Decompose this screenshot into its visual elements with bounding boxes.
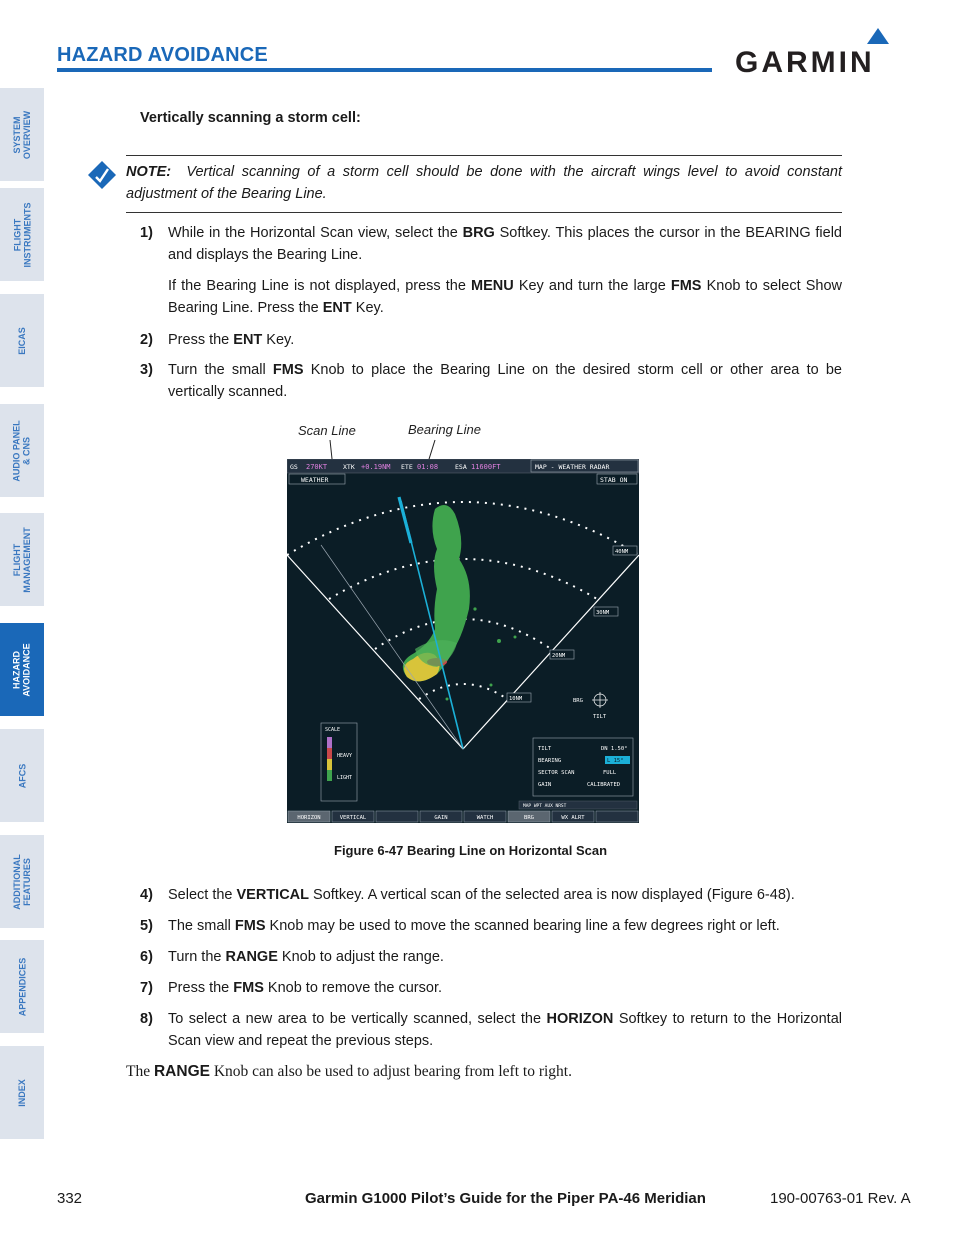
page-title: MAP - WEATHER RADAR [535, 463, 610, 471]
xtk-value: +0.19NM [361, 463, 391, 471]
chapter-tab-label: AFCS [17, 763, 27, 788]
step-text: To select a new area to be vertically scanned, select the HORIZON Softkey to return to the Horizontal Scan view and repeat the previous steps. [168, 1011, 843, 1049]
chapter-tab-label: SYSTEM OVERVIEW [12, 110, 33, 159]
softkey-label: WATCH [476, 815, 494, 821]
stab-label: STAB ON [600, 476, 628, 484]
svg-text:SECTOR SCAN: SECTOR SCAN [538, 770, 575, 776]
chapter-tab[interactable] [0, 294, 44, 387]
gs-value: 270KT [306, 463, 328, 471]
step-text: Press the ENT Key. [168, 332, 295, 348]
subheading: Vertically scanning a storm cell: [140, 110, 361, 126]
gs-label: GS [290, 463, 298, 471]
step-number: 1) [140, 225, 153, 241]
step-number: 7) [140, 980, 153, 996]
mode-label: WEATHER [301, 476, 329, 484]
chapter-tab-label: HAZARD AVOIDANCE [12, 642, 32, 697]
svg-text:BEARING: BEARING [538, 758, 562, 764]
step-number: 5) [140, 918, 153, 934]
svg-text:TILT: TILT [538, 746, 552, 752]
step-text: Select the VERTICAL Softkey. A vertical scan of the selected area is now displayed (Figure 6-48). [168, 887, 795, 903]
bearing-line-cursor [399, 497, 411, 543]
range-label-20: 20NM [552, 653, 566, 659]
chapter-tab-label: INDEX [16, 1078, 27, 1107]
garmin-logo-text: GARMIN [735, 46, 875, 76]
svg-text:L 15°: L 15° [607, 758, 624, 764]
header-rule [57, 68, 712, 72]
garmin-triangle-icon [867, 28, 889, 44]
step-number: 6) [140, 949, 153, 965]
step-number: 3) [140, 362, 153, 378]
softkey [376, 811, 418, 822]
range-label-30: 30NM [596, 610, 610, 616]
step-text: Turn the small FMS Knob to place the Bearing Line on the desired storm cell or other area to be vertically scanned. [168, 362, 842, 400]
chapter-tab[interactable] [0, 940, 44, 1033]
esa-label: ESA [455, 463, 467, 471]
chapter-tab[interactable] [0, 404, 44, 497]
chapter-tab[interactable] [0, 729, 44, 822]
step-number: 8) [140, 1011, 153, 1027]
chapter-tab[interactable] [0, 188, 44, 281]
chapter-tab[interactable] [0, 513, 44, 606]
note-pen-icon [87, 160, 117, 190]
softkey-label: VERTICAL [339, 815, 367, 821]
step-text: Turn the RANGE Knob to adjust the range. [168, 949, 444, 965]
scale-title: SCALE [325, 727, 341, 733]
section-title: HAZARD AVOIDANCE [57, 44, 268, 66]
chapter-tab[interactable] [0, 835, 44, 928]
softkey-label: HORIZON [297, 815, 321, 821]
callout-bearing-line: Bearing Line [408, 422, 481, 437]
radar-display [287, 459, 639, 823]
chapter-tab-label: EICAS [16, 326, 27, 355]
chapter-tab-label: APPENDICES [17, 957, 28, 1016]
step-number: 2) [140, 332, 153, 348]
footer-title: Garmin G1000 Pilot’s Guide for the Piper PA-46 Meridian [305, 1190, 706, 1207]
chapter-tab[interactable] [0, 623, 44, 716]
step-text: While in the Horizontal Scan view, select the BRG Softkey. This places the cursor in the BEARING field and displays the Bearing Line. [168, 225, 842, 263]
chapter-tab-label: ADDITIONAL FEATURES [12, 853, 32, 910]
callout-scan-line: Scan Line [298, 423, 356, 438]
mfd-weather-radar-screen [287, 459, 639, 823]
scale-legend [321, 723, 357, 801]
page-number: 332 [57, 1190, 83, 1207]
step-number: 4) [140, 887, 153, 903]
range-label-10: 10NM [509, 696, 523, 702]
softkey-label: GAIN [434, 815, 448, 821]
svg-text:DN 1.50°: DN 1.50° [601, 746, 628, 752]
step-text: The small FMS Knob may be used to move the scanned bearing line a few degrees right or left. [168, 918, 780, 934]
figure-caption: Figure 6-47 Bearing Line on Horizontal Scan [334, 843, 608, 858]
xtk-label: XTK [343, 463, 355, 471]
range-arc-10 [419, 684, 507, 699]
svg-text:FULL: FULL [603, 770, 617, 776]
svg-text:GAIN: GAIN [538, 782, 552, 788]
note-top-rule [126, 155, 842, 156]
chapter-tab[interactable] [0, 1046, 44, 1139]
ete-value: 01:08 [417, 463, 439, 471]
scale-light: LIGHT [337, 775, 353, 781]
chapter-tab-label: FLIGHT INSTRUMENTS [12, 202, 32, 267]
svg-text:CALIBRATED: CALIBRATED [587, 782, 621, 788]
precipitation-returns [403, 505, 517, 701]
softkey-label: BRG [524, 815, 534, 821]
chapter-tab[interactable] [0, 88, 44, 181]
note-text: NOTE: Vertical scanning of a storm cell should be done with the aircraft wings level to avoid constant adjustment of the Bearing Line. [126, 164, 843, 202]
chapter-tab-label: FLIGHT MANAGEMENT [12, 526, 32, 593]
footer-document-number: 190-00763-01 Rev. A [770, 1190, 911, 1207]
step-text: Press the FMS Knob to remove the cursor. [168, 980, 443, 996]
softkey-bar [288, 811, 638, 822]
scale-heavy: HEAVY [337, 753, 353, 759]
closing-paragraph: The RANGE Knob can also be used to adjust bearing from left to right. [126, 1063, 572, 1080]
step-subtext: If the Bearing Line is not displayed, press the MENU Key and turn the large FMS Knob to select Show Bearing Line. Press the ENT Key. [168, 278, 842, 316]
softkey [596, 811, 638, 822]
brg-indicator-label: BRG [573, 698, 583, 704]
note-bottom-rule [126, 212, 842, 213]
ete-label: ETE [401, 463, 413, 471]
map-page-group-bar: MAP WPT AUX NRST [523, 804, 567, 809]
softkey-label: WX ALRT [561, 815, 585, 821]
esa-value: 11600FT [471, 463, 501, 471]
tilt-indicator-label: TILT [593, 714, 607, 720]
garmin-logo [733, 26, 898, 76]
range-arc-40 [287, 502, 639, 555]
chapter-tab-label: AUDIO PANEL & CNS [12, 419, 32, 482]
range-label-40: 40NM [615, 549, 629, 555]
